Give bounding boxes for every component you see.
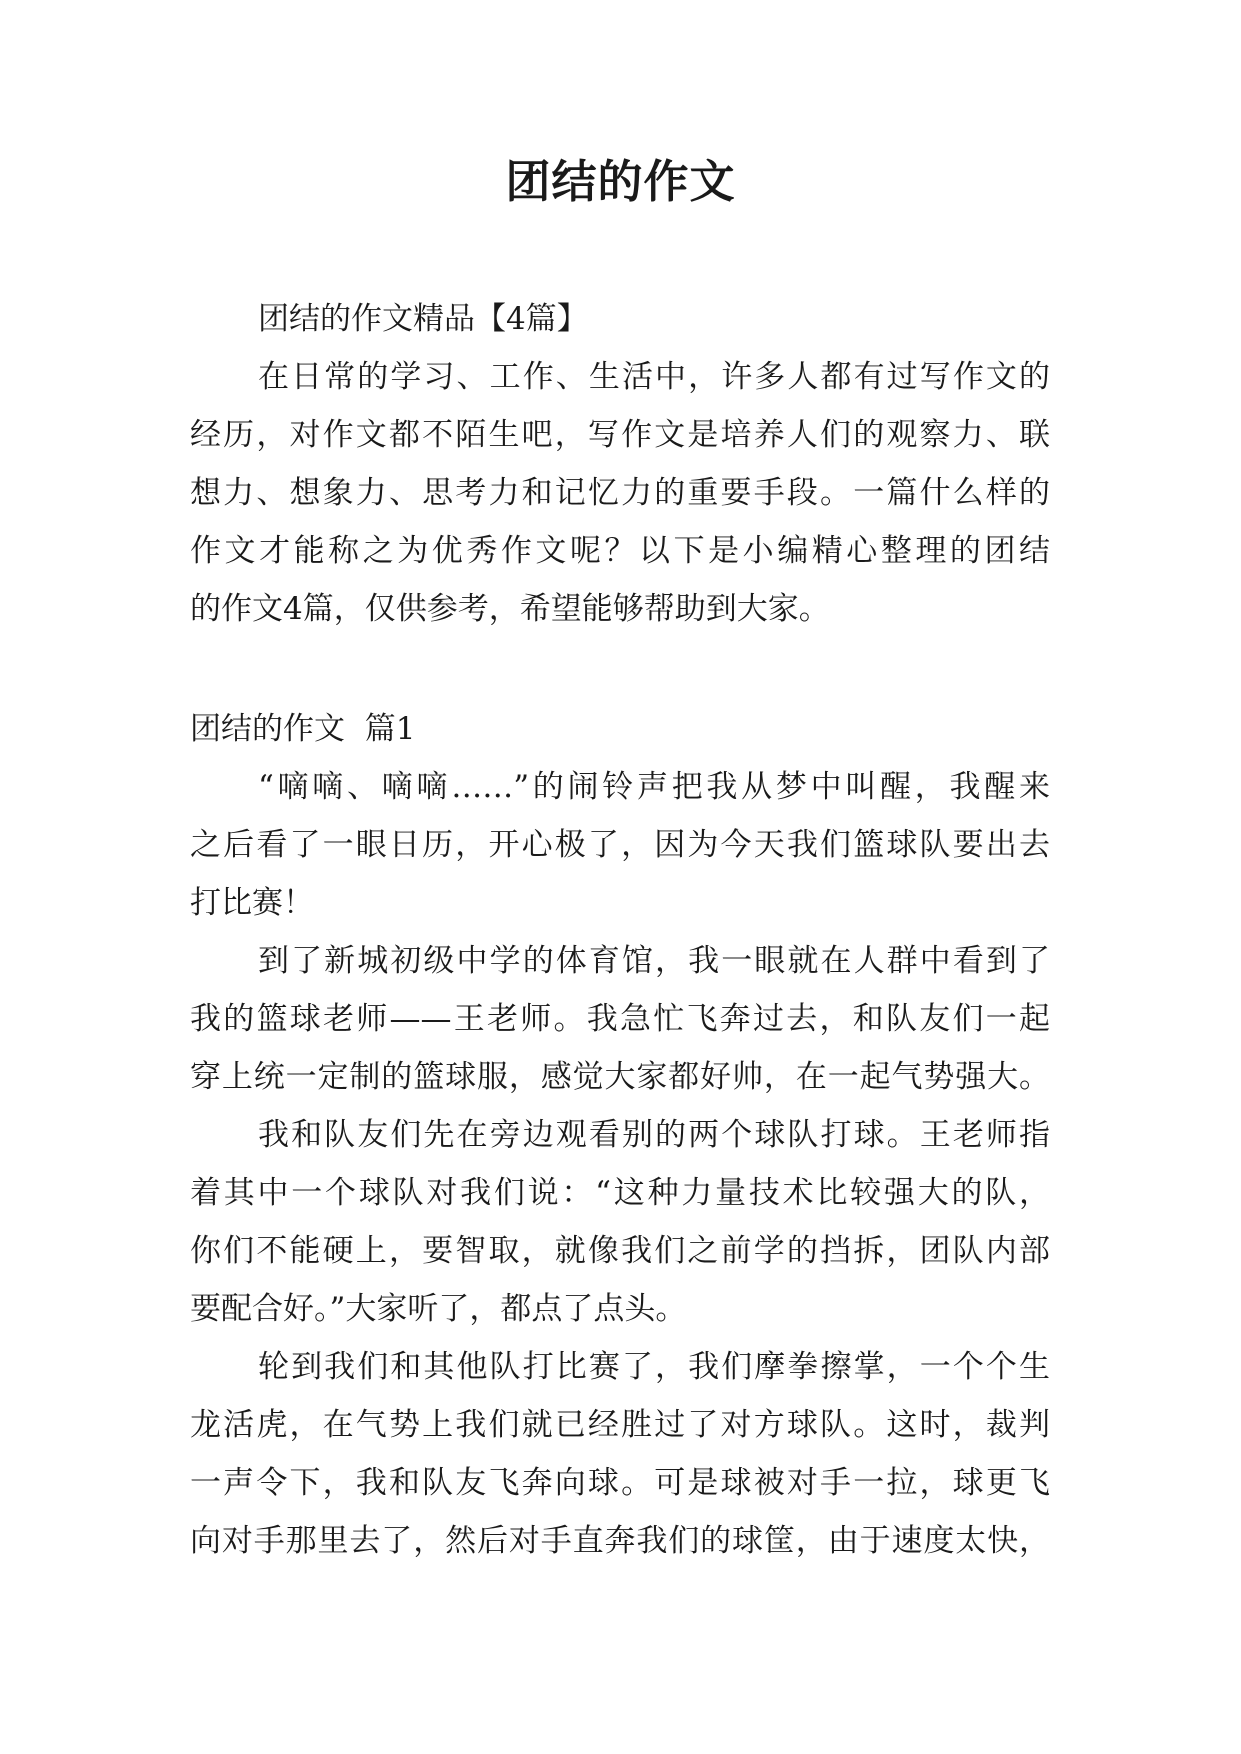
paragraph-line: 经历，对作文都不陌生吧，写作文是培养人们的观察力、联 [190, 417, 1050, 453]
paragraph-line: 的作文4篇，仅供参考，希望能够帮助到大家。 [190, 591, 830, 627]
paragraph-line: 作文才能称之为优秀作文呢？以下是小编精心整理的团结 [190, 533, 1050, 569]
paragraph-3 [190, 1106, 1050, 1338]
subtitle: 团结的作文精品【4篇】 [258, 301, 588, 337]
paragraph-line: 一声令下，我和队友飞奔向球。可是球被对手一拉，球更飞 [190, 1465, 1050, 1501]
paragraph-line: 你们不能硬上，要智取，就像我们之前学的挡拆，团队内部 [190, 1233, 1050, 1269]
paragraph-line: “嘀嘀、嘀嘀……”的闹铃声把我从梦中叫醒，我醒来 [258, 769, 1050, 805]
paragraph-1 [190, 758, 1050, 932]
paragraph-line: 穿上统一定制的篮球服，感觉大家都好帅，在一起气势强大。 [190, 1059, 1050, 1095]
paragraph-line: 想力、想象力、思考力和记忆力的重要手段。一篇什么样的 [190, 475, 1050, 511]
paragraph-line: 龙活虎，在气势上我们就已经胜过了对方球队。这时，裁判 [190, 1407, 1050, 1443]
paragraph-line: 打比赛！ [190, 885, 314, 921]
paragraph-line: 之后看了一眼日历，开心极了，因为今天我们篮球队要出去 [190, 827, 1050, 863]
document-title: 团结的作文 [505, 155, 736, 208]
paragraph-line: 在日常的学习、工作、生活中，许多人都有过写作文的 [258, 359, 1050, 395]
paragraph-line: 我的篮球老师——王老师。我急忙飞奔过去，和队友们一起 [190, 1001, 1050, 1037]
section-heading: 团结的作文 篇1 [190, 711, 416, 747]
paragraph-line: 要配合好。”大家听了，都点了点头。 [190, 1291, 687, 1327]
paragraph-line: 着其中一个球队对我们说：“这种力量技术比较强大的队， [190, 1175, 1050, 1211]
paragraph-line: 轮到我们和其他队打比赛了，我们摩拳擦掌，一个个生 [258, 1349, 1050, 1385]
intro-paragraph [190, 348, 1050, 638]
paragraph-line: 向对手那里去了，然后对手直奔我们的球筐，由于速度太快， [190, 1523, 1050, 1559]
paragraph-line: 我和队友们先在旁边观看别的两个球队打球。王老师指 [258, 1117, 1050, 1153]
paragraph-2 [190, 932, 1050, 1106]
paragraph-4 [190, 1338, 1050, 1570]
paragraph-line: 到了新城初级中学的体育馆，我一眼就在人群中看到了 [258, 943, 1050, 979]
document-body [190, 290, 1050, 1570]
section-spacer [190, 638, 1050, 700]
